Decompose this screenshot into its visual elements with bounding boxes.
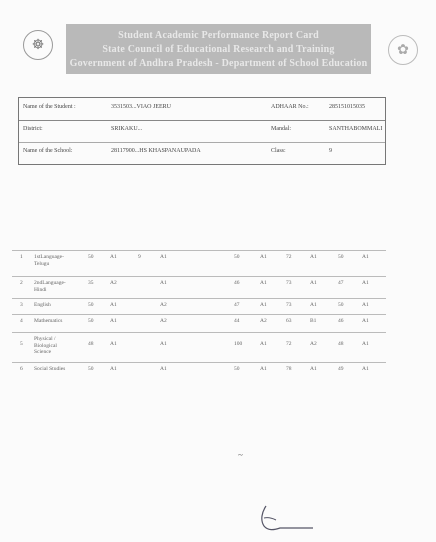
fa-grade: A1 [110, 366, 117, 372]
total-marks: 63 [286, 318, 292, 324]
final-grade: A1 [362, 366, 369, 372]
final-marks: 48 [338, 341, 344, 347]
sa-marks: 50 [234, 254, 240, 260]
table-row [12, 276, 386, 293]
sa-marks: 46 [234, 280, 240, 286]
class-value: 9 [329, 148, 332, 154]
fa-marks: 50 [88, 254, 94, 260]
mandal-value: SANTHABOMMALI [329, 126, 383, 132]
final-marks: 50 [338, 302, 344, 308]
school-label: Name of the School: [23, 148, 73, 154]
fa-marks: 50 [88, 366, 94, 372]
row-number: 5 [20, 341, 23, 347]
sa-grade: A1 [260, 302, 267, 308]
final-grade: A1 [362, 280, 369, 286]
row-number: 2 [20, 280, 23, 286]
final-grade: A1 [362, 318, 369, 324]
aadhaar-value: 285151015035 [329, 104, 365, 110]
sa-grade: A1 [260, 366, 267, 372]
subject-name: English [34, 302, 51, 308]
sa-grade: A1 [260, 341, 267, 347]
total-grade: A2 [310, 341, 317, 347]
final-marks: 49 [338, 366, 344, 372]
sa-grade: A1 [260, 254, 267, 260]
mandal-label: Mandal: [271, 126, 291, 132]
fa-total-grade: A2 [160, 318, 167, 324]
subject-name: Mathematics [34, 318, 63, 324]
total-grade: A1 [310, 302, 317, 308]
subject-name: Social Studies [34, 366, 66, 372]
seal-icon: ✿ [388, 35, 418, 65]
header-department: Government of Andhra Pradesh - Department of School Education [69, 58, 368, 69]
total-grade: A1 [310, 280, 317, 286]
table-row [12, 314, 386, 324]
fa-grade: A1 [110, 254, 117, 260]
total-grade: A1 [310, 366, 317, 372]
row-number: 1 [20, 254, 23, 260]
final-grade: A1 [362, 302, 369, 308]
row-number: 3 [20, 302, 23, 308]
final-grade: A1 [362, 254, 369, 260]
sa-marks: 50 [234, 366, 240, 372]
pen-mark: ~ [238, 450, 243, 460]
total-marks: 73 [286, 280, 292, 286]
fa-marks: 50 [88, 302, 94, 308]
table-row [12, 332, 386, 355]
fa-extra-marks: 9 [138, 254, 141, 260]
sa-marks: 47 [234, 302, 240, 308]
fa-marks: 48 [88, 341, 94, 347]
subject-name: 1stLanguage-Telugu [34, 254, 64, 267]
table-row [12, 250, 386, 267]
signature-icon [258, 504, 318, 534]
table-row [12, 362, 386, 372]
total-marks: 72 [286, 254, 292, 260]
sa-grade: A1 [260, 280, 267, 286]
subject-name: Physical / Biological Science [34, 336, 57, 355]
total-grade: A1 [310, 254, 317, 260]
fa-grade: A1 [110, 302, 117, 308]
sa-grade: A2 [260, 318, 267, 324]
total-marks: 72 [286, 341, 292, 347]
fa-marks: 50 [88, 318, 94, 324]
fa-total-grade: A2 [160, 302, 167, 308]
district-label: District: [23, 126, 43, 132]
total-grade: B1 [310, 318, 317, 324]
fa-grade: A2 [110, 280, 117, 286]
header-title: Student Academic Performance Report Card [118, 30, 319, 41]
final-marks: 50 [338, 254, 344, 260]
total-marks: 78 [286, 366, 292, 372]
name-value: 3531503...VIAO JEERU [111, 104, 171, 110]
aadhaar-label: ADHAAR No.: [271, 104, 309, 110]
fa-total-grade: A1 [160, 366, 167, 372]
fa-grade: A1 [110, 318, 117, 324]
subject-name: 2ndLanguage-Hindi [34, 280, 66, 293]
row-number: 4 [20, 318, 23, 324]
fa-marks: 35 [88, 280, 94, 286]
row-number: 6 [20, 366, 23, 372]
header-banner [66, 24, 371, 74]
sa-marks: 44 [234, 318, 240, 324]
student-info-box [18, 97, 386, 165]
info-row-school [19, 142, 385, 164]
total-marks: 73 [286, 302, 292, 308]
fa-total-grade: A1 [160, 341, 167, 347]
header-subtitle: State Council of Educational Research and Training [102, 44, 335, 55]
table-row [12, 298, 386, 308]
name-label: Name of the Student : [23, 104, 76, 110]
info-row-name [19, 98, 385, 121]
info-row-district [19, 120, 385, 143]
school-value: 28117900...HS KHASPANAUPADA [111, 148, 201, 154]
class-label: Class: [271, 148, 286, 154]
sa-marks: 100 [234, 341, 243, 347]
emblem-icon: ☸ [23, 30, 53, 60]
final-marks: 47 [338, 280, 344, 286]
final-marks: 46 [338, 318, 344, 324]
marks-table [12, 250, 386, 380]
district-value: SRIKAKU... [111, 126, 143, 132]
fa-total-grade: A1 [160, 280, 167, 286]
fa-total-grade: A1 [160, 254, 167, 260]
final-grade: A1 [362, 341, 369, 347]
fa-grade: A1 [110, 341, 117, 347]
